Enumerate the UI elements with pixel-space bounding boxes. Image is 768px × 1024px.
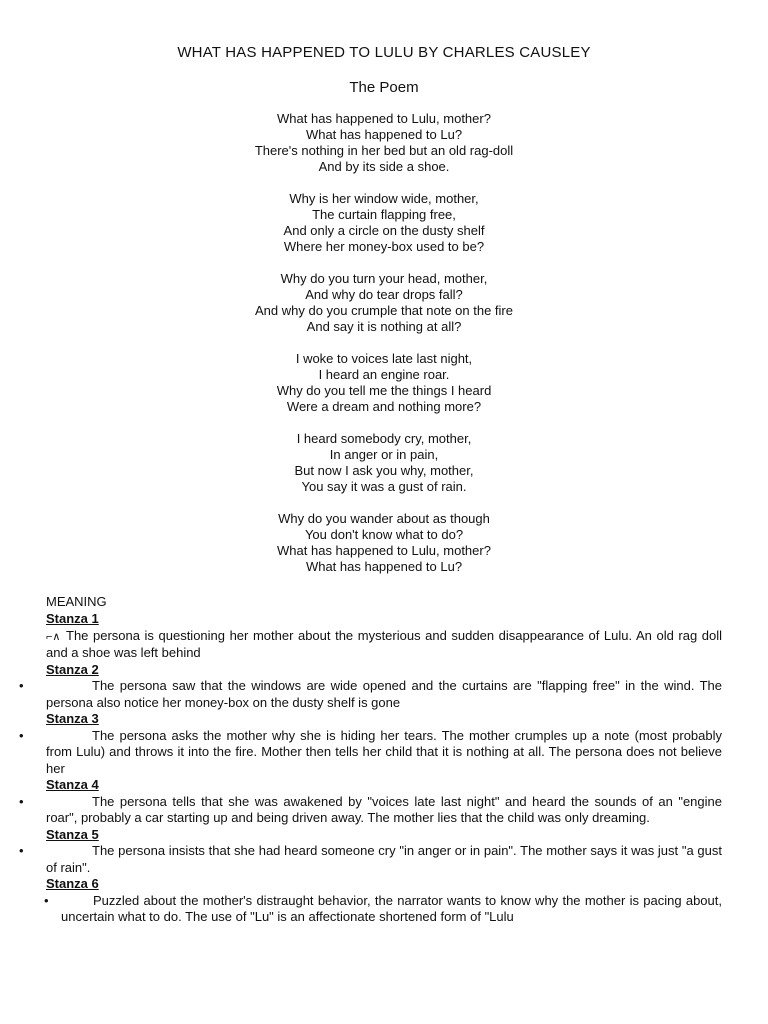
poem-line: What has happened to Lulu, mother? xyxy=(277,543,491,558)
poem-line: And say it is nothing at all? xyxy=(306,319,462,334)
poem-stanza xyxy=(0,191,768,255)
explanation-text: The persona asks the mother why she is hiding her tears. The mother crumples up a note (most probably from Lulu) and throws it into the fire. Mother then tells her child that it is nothing at all. The persona does not believe her xyxy=(46,727,722,776)
poem-line: And why do tear drops fall? xyxy=(305,287,463,302)
bullet-icon: • xyxy=(19,843,24,858)
stanza-heading: Stanza 3 xyxy=(46,711,99,726)
poem-line: What has happened to Lu? xyxy=(305,559,463,574)
stanza-heading: Stanza 6 xyxy=(46,876,99,891)
poem-line: Where her money-box used to be? xyxy=(283,239,485,254)
bullet-icon: • xyxy=(19,727,24,743)
poem-line: And why do you crumple that note on the fire xyxy=(255,303,513,318)
bullet-icon: • xyxy=(44,892,49,908)
poem-line: What has happened to Lu? xyxy=(305,127,463,142)
stanza-heading: Stanza 4 xyxy=(46,777,99,792)
explanation-text: The persona tells that she was awakened by "voices late last night" and heard the sounds of an "engine roar", probably a car starting up and being driven away. The mother lies that the child was only dreaming. xyxy=(46,793,722,825)
document-subtitle: The Poem xyxy=(349,79,419,96)
poem-line: Why is her window wide, mother, xyxy=(289,191,479,206)
stanza-explanation xyxy=(46,628,722,662)
poem-line: And by its side a shoe. xyxy=(318,159,450,174)
poem-line: But now I ask you why, mother, xyxy=(294,463,474,478)
poem-stanza xyxy=(0,511,768,575)
document-title: WHAT HAS HAPPENED TO LULU BY CHARLES CAUSLEY xyxy=(177,44,591,61)
explanation-text: The persona saw that the windows are wide opened and the curtains are "flapping free" in the wind. The persona also notice her money-box on the dusty shelf is gone xyxy=(46,678,722,710)
poem-line: Why do you wander about as though xyxy=(278,511,490,526)
meaning-section xyxy=(19,594,722,926)
poem-stanza xyxy=(0,271,768,335)
stanza-explanation xyxy=(19,843,722,876)
poem-line: And only a circle on the dusty shelf xyxy=(283,223,485,238)
poem-line: What has happened to Lulu, mother? xyxy=(277,111,491,126)
poem-line: Why do you tell me the things I heard xyxy=(276,383,492,398)
poem-line: There's nothing in her bed but an old rag-doll xyxy=(254,143,514,158)
poem-line: I heard somebody cry, mother, xyxy=(296,431,472,446)
poem-line: Were a dream and nothing more? xyxy=(286,399,482,414)
meaning-heading: MEANING xyxy=(46,594,107,609)
poem-line: Why do you turn your head, mother, xyxy=(280,271,488,286)
explanation-text: The persona insists that she had heard someone cry "in anger or in pain". The mother says it was just "a gust of rain". xyxy=(46,843,722,875)
poem-line: I woke to voices late last night, xyxy=(295,351,473,366)
stanza-explanation xyxy=(19,793,722,827)
stanza-explanation xyxy=(19,727,722,778)
stanza-explanation xyxy=(19,678,722,711)
bullet-icon: • xyxy=(19,678,24,693)
stanza-explanation xyxy=(44,892,722,926)
poem-line: You don't know what to do? xyxy=(304,527,464,542)
poem xyxy=(0,111,768,591)
poem-stanza xyxy=(0,111,768,175)
poem-line: I heard an engine roar. xyxy=(318,367,450,382)
stanza-heading: Stanza 1 xyxy=(46,611,99,626)
list-marker-icon: ⌐∧ xyxy=(46,630,61,643)
explanation-text: The persona is questioning her mother about the mysterious and sudden disappearance of Lulu. An old rag doll and a shoe was left behind xyxy=(46,627,722,660)
poem-line: You say it was a gust of rain. xyxy=(301,479,467,494)
poem-stanza xyxy=(0,351,768,415)
stanza-heading: Stanza 2 xyxy=(46,661,99,677)
stanza-heading: Stanza 5 xyxy=(46,826,99,842)
poem-line: The curtain flapping free, xyxy=(312,207,456,222)
poem-line: In anger or in pain, xyxy=(329,447,439,462)
bullet-icon: • xyxy=(19,793,24,809)
explanation-text: Puzzled about the mother's distraught behavior, the narrator wants to know why the mother is pacing about, uncertain what to do. The use of "Lu" is an affectionate shortened form of "Lulu xyxy=(61,892,722,924)
poem-stanza xyxy=(0,431,768,495)
